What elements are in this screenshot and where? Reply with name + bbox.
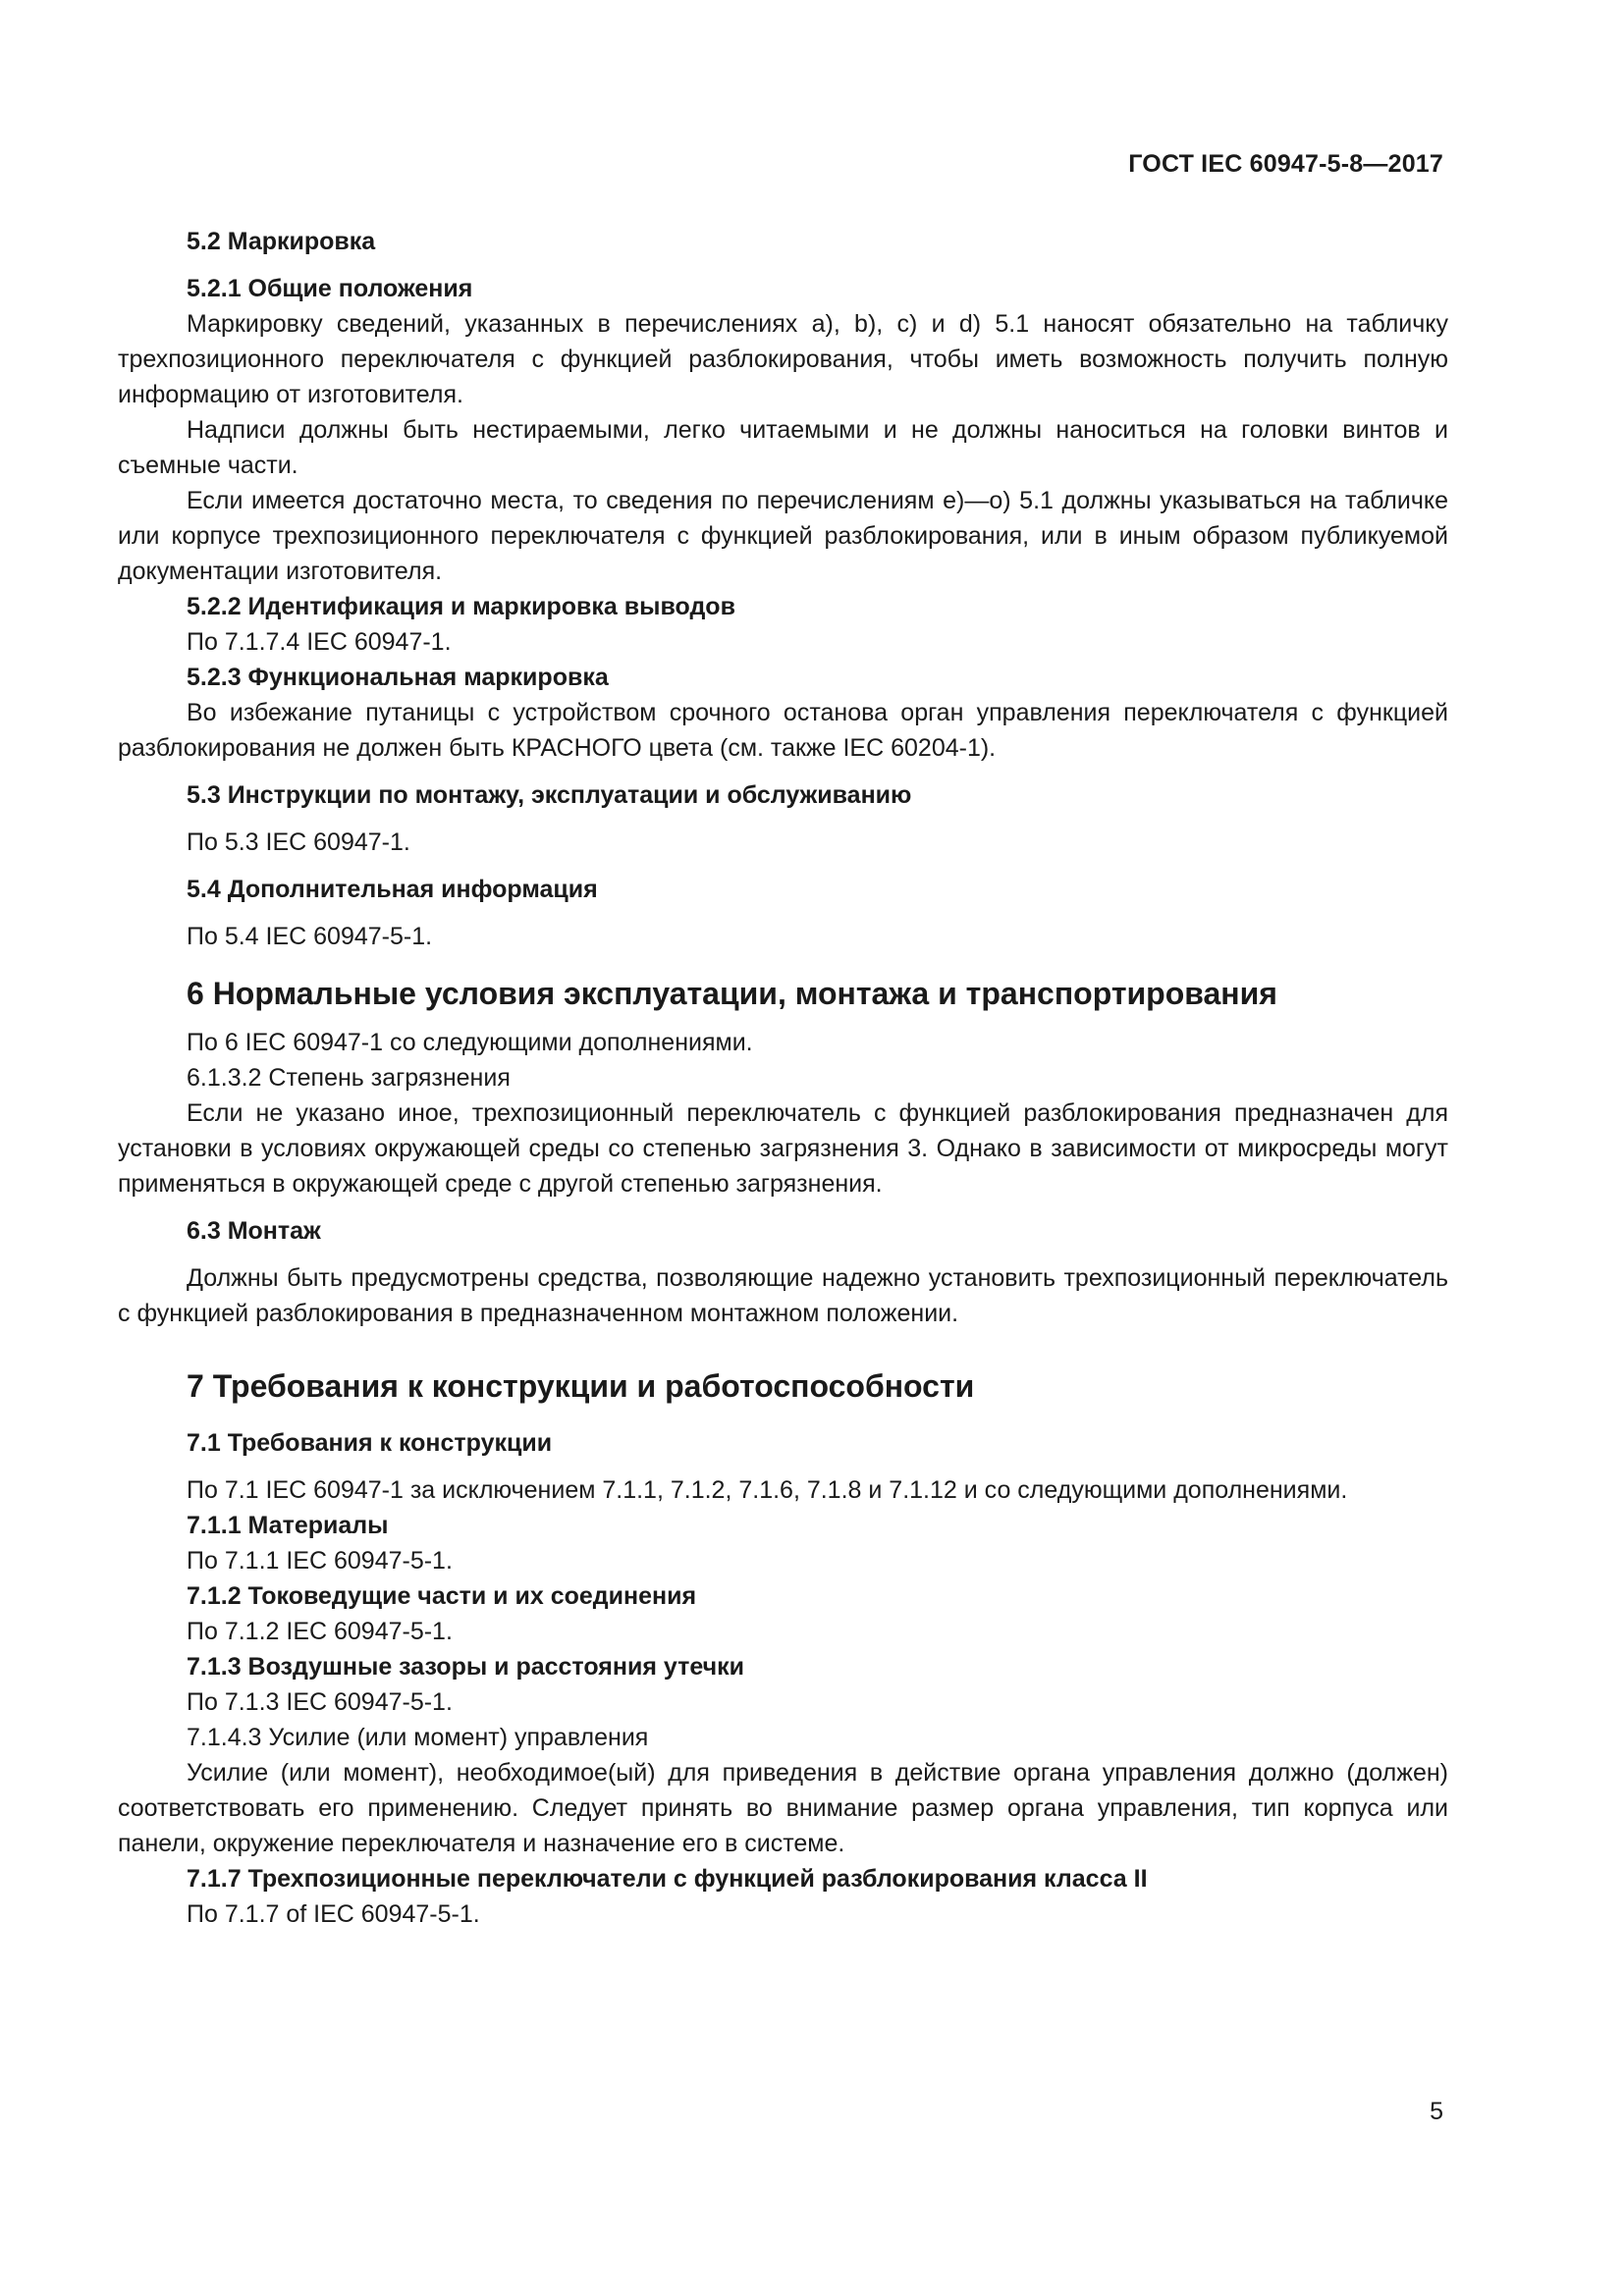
heading-7-1: 7.1 Требования к конструкции — [187, 1429, 553, 1457]
paragraph: Во избежание путаницы с устройством срочного останова орган управления переключателя с функцией разблокирования не должен быть КРАСНОГО цвета (см. также IEC 60204-1). — [118, 699, 1448, 762]
subsection-6-1-3-2: 6.1.3.2 Степень загрязнения — [187, 1064, 511, 1092]
heading-5-2-3: 5.2.3 Функциональная маркировка — [187, 664, 609, 691]
heading-7-1-1: 7.1.1 Материалы — [187, 1512, 389, 1539]
heading-5-2-2: 5.2.2 Идентификация и маркировка выводов — [187, 593, 735, 620]
paragraph: Если имеется достаточно места, то сведения по перечислениям е)—о) 5.1 должны указываться на табличке или корпусе трехпозиционного переключателя с функцией разблокирования, или в иным образом публикуемой документации изготовителя. — [118, 487, 1448, 585]
paragraph: По 7.1.7 of IEC 60947-5-1. — [187, 1900, 480, 1928]
paragraph: Маркировку сведений, указанных в перечислениях а), b), c) и d) 5.1 наносят обязательно на табличку трехпозиционного переключателя с функцией разблокирования, чтобы иметь возможность получить полную информацию от изготовителя. — [118, 310, 1448, 408]
heading-5-4: 5.4 Дополнительная информация — [187, 876, 598, 903]
heading-7-1-3: 7.1.3 Воздушные зазоры и расстояния утечки — [187, 1653, 745, 1681]
heading-7-1-2: 7.1.2 Токоведущие части и их соединения — [187, 1582, 697, 1610]
paragraph: Надписи должны быть нестираемыми, легко читаемыми и не должны наноситься на головки винтов и съемные части. — [118, 416, 1448, 479]
paragraph: По 6 IEC 60947-1 со следующими дополнениями. — [187, 1029, 753, 1056]
page-number: 5 — [1430, 2098, 1443, 2125]
heading-6-3: 6.3 Монтаж — [187, 1217, 321, 1245]
heading-5-3: 5.3 Инструкции по монтажу, эксплуатации и обслуживанию — [187, 781, 912, 809]
heading-7-1-7: 7.1.7 Трехпозиционные переключатели с функцией разблокирования класса II — [187, 1865, 1148, 1893]
paragraph: По 7.1.7.4 IEC 60947-1. — [187, 628, 452, 656]
paragraph: По 7.1.1 IEC 60947-5-1. — [187, 1547, 453, 1575]
document-body — [118, 224, 1448, 1932]
paragraph: По 5.3 IEC 60947-1. — [187, 828, 410, 856]
heading-7: 7 Требования к конструкции и работоспособности — [187, 1368, 975, 1404]
heading-6: 6 Нормальные условия эксплуатации, монтажа и транспортирования — [187, 976, 1277, 1011]
heading-5-2: 5.2 Маркировка — [187, 228, 376, 255]
paragraph: По 7.1 IEC 60947-1 за исключением 7.1.1, 7.1.2, 7.1.6, 7.1.8 и 7.1.12 и со следующими дополнениями. — [187, 1476, 1348, 1504]
subsection-7-1-4-3: 7.1.4.3 Усилие (или момент) управления — [187, 1724, 649, 1751]
document-header: ГОСТ IEC 60947-5-8—2017 — [1128, 150, 1443, 178]
heading-5-2-1: 5.2.1 Общие положения — [187, 275, 473, 302]
paragraph: По 5.4 IEC 60947-5-1. — [187, 923, 433, 950]
paragraph: Если не указано иное, трехпозиционный переключатель с функцией разблокирования предназначен для установки в условиях окружающей среды со степенью загрязнения 3. Однако в зависимости от микросреды могут применяться в окружающей среде с другой степенью загрязнения. — [118, 1099, 1448, 1198]
paragraph: По 7.1.3 IEC 60947-5-1. — [187, 1688, 453, 1716]
paragraph: По 7.1.2 IEC 60947-5-1. — [187, 1618, 453, 1645]
paragraph: Усилие (или момент), необходимое(ый) для приведения в действие органа управления должно (должен) соответствовать его применению. Следует принять во внимание размер органа управления, тип корпуса или панели, окружение переключателя и назначение его в системе. — [118, 1759, 1448, 1857]
paragraph: Должны быть предусмотрены средства, позволяющие надежно установить трехпозиционный переключатель с функцией разблокирования в предназначенном монтажном положении. — [118, 1264, 1448, 1327]
